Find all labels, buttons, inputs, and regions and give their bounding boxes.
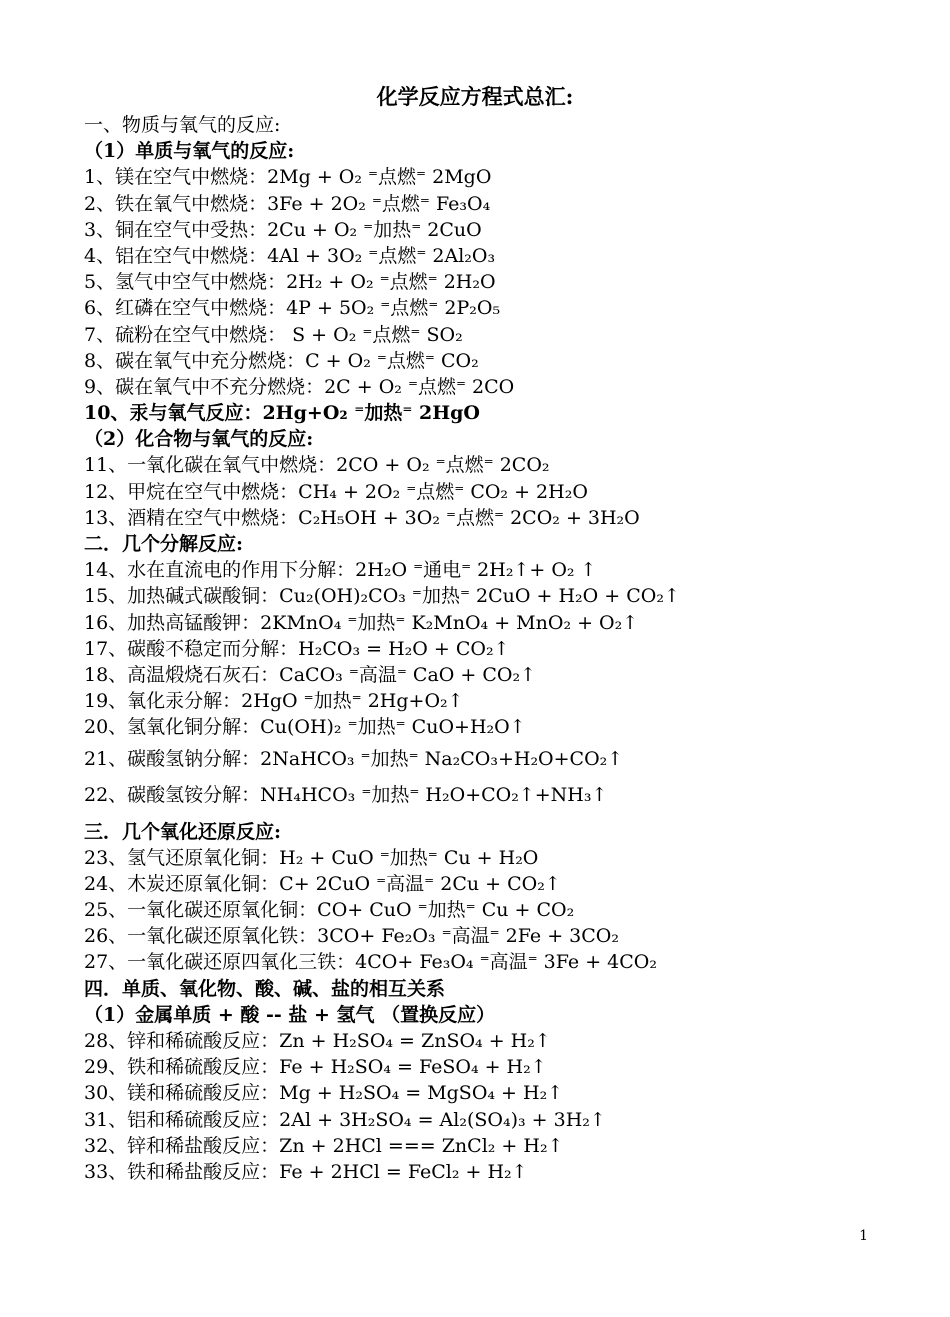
section-heading: 四．单质、氧化物、酸、碱、盐的相互关系 [84,977,446,1000]
equation-line: 1、镁在空气中燃烧：2Mg + O₂ ⁼点燃⁼ 2MgO [84,166,492,189]
equation-line: 25、一氧化碳还原氧化铜：CO+ CuO ⁼加热⁼ Cu + CO₂ [84,899,575,922]
section-heading: 二．几个分解反应: [84,533,244,555]
page-number: 1 [859,1228,868,1244]
equation-line: 19、氧化汞分解：2HgO ⁼加热⁼ 2Hg+O₂↑ [84,690,464,713]
equation-line: 12、甲烷在空气中燃烧：CH₄ + 2O₂ ⁼点燃⁼ CO₂ + 2H₂O [84,480,588,503]
equation-line: 32、锌和稀盐酸反应：Zn + 2HCl === ZnCl₂ + H₂↑ [84,1134,564,1157]
equation-line: 15、加热碱式碳酸铜：Cu₂(OH)₂CO₃ ⁼加热⁼ 2CuO + H₂O + CO₂↑ [84,585,680,608]
equation-line: 7、硫粉在空气中燃烧： S + O₂ ⁼点燃⁼ SO₂ [84,323,463,346]
equation-line: 24、木炭还原氧化铜：C+ 2CuO ⁼高温⁼ 2Cu + CO₂↑ [84,872,561,895]
section-heading: （1）单质与氧气的反应: [84,140,295,163]
equation-line: 30、镁和稀硫酸反应：Mg + H₂SO₄ = MgSO₄ + H₂↑ [84,1082,564,1105]
equation-line: 33、铁和稀盐酸反应：Fe + 2HCl = FeCl₂ + H₂↑ [84,1160,528,1183]
equation-line: 18、高温煅烧石灰石：CaCO₃ ⁼高温⁼ CaO + CO₂↑ [84,663,537,686]
equation-line: 28、锌和稀硫酸反应：Zn + H₂SO₄ = ZnSO₄ + H₂↑ [84,1030,551,1052]
equation-line: 3、铜在空气中受热：2Cu + O₂ ⁼加热⁼ 2CuO [84,218,482,241]
equation-line: 21、碳酸氢钠分解：2NaHCO₃ ⁼加热⁼ Na₂CO₃+H₂O+CO₂↑ [84,747,624,770]
page-title: 化学反应方程式总汇: [376,84,574,109]
section-heading: 10、汞与氧气反应：2Hg+O₂ ⁼加热⁼ 2HgO [84,402,480,425]
equation-line: 5、氢气中空气中燃烧：2H₂ + O₂ ⁼点燃⁼ 2H₂O [84,271,496,294]
equation-line: 16、加热高锰酸钾：2KMnO₄ ⁼加热⁼ K₂MnO₄ + MnO₂ + O₂↑ [84,611,639,634]
equation-line: 6、红磷在空气中燃烧：4P + 5O₂ ⁼点燃⁼ 2P₂O₅ [84,297,501,320]
equation-line: 9、碳在氧气中不充分燃烧：2C + O₂ ⁼点燃⁼ 2CO [84,375,515,398]
equation-line: 14、水在直流电的作用下分解：2H₂O ⁼通电⁼ 2H₂↑+ O₂ ↑ [84,559,597,582]
equation-line: 4、铝在空气中燃烧：4Al + 3O₂ ⁼点燃⁼ 2Al₂O₃ [84,244,496,267]
section-heading: （1）金属单质 + 酸 -- 盐 + 氢气 （置换反应） [84,1003,496,1026]
equation-list [84,112,924,1185]
equation-line: 29、铁和稀硫酸反应：Fe + H₂SO₄ = FeSO₄ + H₂↑ [84,1056,547,1079]
section-heading: 三．几个氧化还原反应: [84,820,282,843]
equation-line: 27、一氧化碳还原四氧化三铁：4CO+ Fe₃O₄ ⁼高温⁼ 3Fe + 4CO₂ [84,951,657,974]
section-heading: （2）化合物与氧气的反应: [84,428,314,451]
equation-line: 8、碳在氧气中充分燃烧：C + O₂ ⁼点燃⁼ CO₂ [84,349,479,372]
equation-line: 13、酒精在空气中燃烧：C₂H₅OH + 3O₂ ⁼点燃⁼ 2CO₂ + 3H₂O [84,506,640,529]
equation-line: 17、碳酸不稳定而分解：H₂CO₃ = H₂O + CO₂↑ [84,637,510,660]
equation-line: 11、一氧化碳在氧气中燃烧：2CO + O₂ ⁼点燃⁼ 2CO₂ [84,454,550,477]
equation-line: 20、氢氧化铜分解：Cu(OH)₂ ⁼加热⁼ CuO+H₂O↑ [84,716,526,739]
equation-line: 31、铝和稀硫酸反应：2Al + 3H₂SO₄ = Al₂(SO₄)₃ + 3H₂↑ [84,1108,606,1131]
equation-line: 22、碳酸氢铵分解：NH₄HCO₃ ⁼加热⁼ H₂O+CO₂↑+NH₃↑ [84,783,608,806]
equation-line: 23、氢气还原氧化铜：H₂ + CuO ⁼加热⁼ Cu + H₂O [84,846,539,869]
equation-line: 一、物质与氧气的反应: [84,114,281,136]
equation-line: 26、一氧化碳还原氧化铁：3CO+ Fe₂O₃ ⁼高温⁼ 2Fe + 3CO₂ [84,925,619,948]
equation-line: 2、铁在氧气中燃烧：3Fe + 2O₂ ⁼点燃⁼ Fe₃O₄ [84,192,491,215]
